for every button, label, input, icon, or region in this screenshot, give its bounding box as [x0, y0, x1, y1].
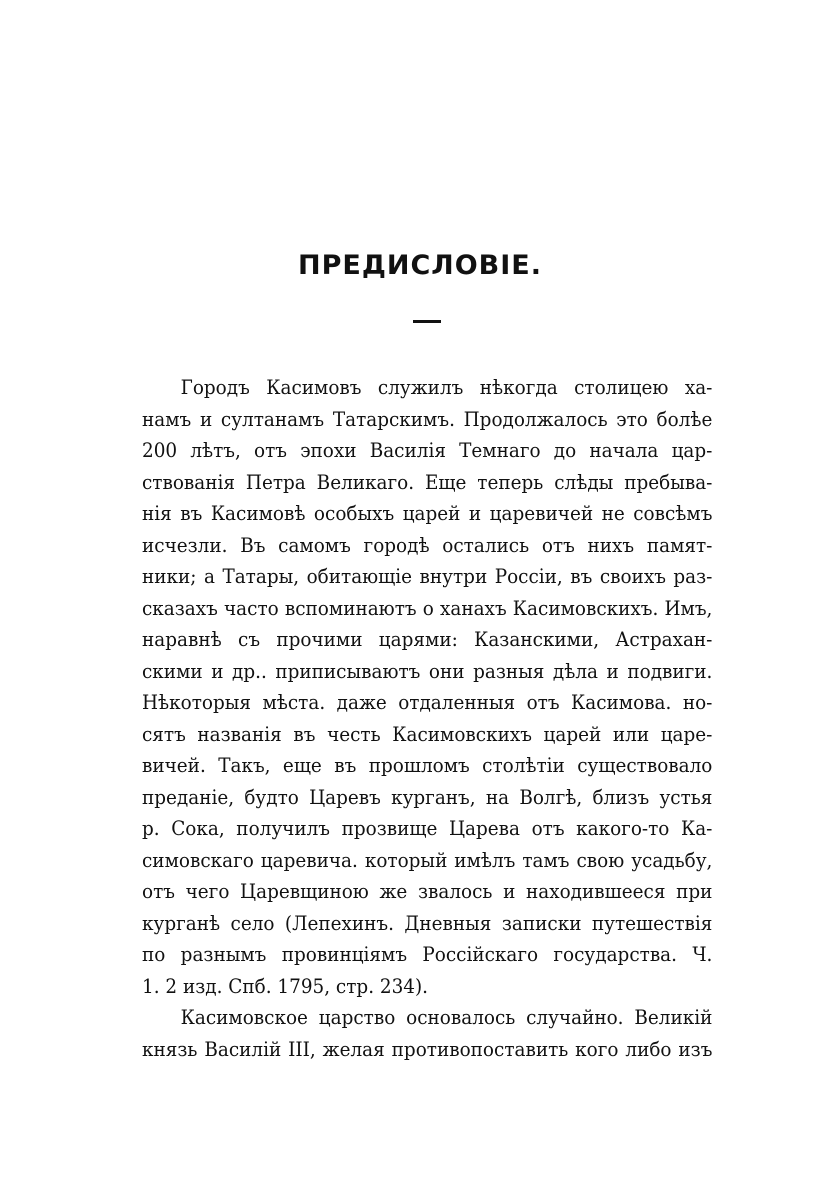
body-text — [142, 372, 712, 1065]
text-line: 1. 2 изд. Спб. 1795, стр. 234). — [142, 973, 429, 998]
title-divider — [413, 320, 441, 323]
text-line: преданіе, будто Царевъ курганъ, на Волгѣ, близъ устья — [142, 784, 713, 809]
text-line: скими и др.. приписываютъ они разныя дѣла и подвиги. — [142, 658, 713, 683]
text-line: Нѣкоторыя мѣста. даже отдаленныя отъ Касимова. но- — [142, 690, 713, 714]
text-line: ствованія Петра Великаго. Еще теперь слѣды пребыва- — [142, 469, 713, 494]
text-line: Касимовское царство основалось случайно. Великій — [180, 1005, 713, 1029]
text-line: исчезли. Въ самомъ городѣ остались отъ нихъ памят- — [142, 532, 713, 557]
text-line: князь Василій III, желая противопоставить кого либо изъ — [142, 1036, 713, 1061]
text-line: вичей. Такъ, еще въ прошломъ столѣтіи существовало — [142, 753, 713, 777]
text-line: наравнѣ съ прочими царями: Казанскими, Астрахан- — [142, 627, 713, 651]
text-line: намъ и султанамъ Татарскимъ. Продолжалось это болѣе — [142, 406, 713, 431]
text-line: по разнымъ провинціямъ Россійскаго государства. Ч. — [142, 942, 713, 966]
text-line: сказахъ часто вспоминаютъ о ханахъ Касимовскихъ. Имъ, — [142, 595, 713, 620]
text-line: Городъ Касимовъ служилъ нѣкогда столицею ха- — [180, 375, 713, 399]
text-line: курганѣ село (Лепехинъ. Дневныя записки путешествія — [142, 910, 713, 935]
text-line: ники; а Татары, обитающіе внутри Россіи, въ своихъ раз- — [142, 564, 713, 588]
text-line: р. Сока, получилъ прозвище Царева отъ какого-то Ка- — [142, 816, 713, 840]
text-line: отъ чего Царевщиною же звалось и находившееся при — [142, 879, 713, 903]
text-line: нія въ Касимовѣ особыхъ царей и царевичей не совсѣмъ — [142, 501, 713, 525]
text-line: 200 лѣтъ, отъ эпохи Василія Темнаго до начала цар- — [142, 438, 713, 462]
text-line: сятъ названія въ честь Касимовскихъ царей или царе- — [142, 721, 713, 746]
text-line: симовскаго царевича. который имѣлъ тамъ свою усадьбу, — [142, 847, 713, 872]
page-title: ПРЕДИСЛОВІЕ. — [298, 250, 542, 281]
